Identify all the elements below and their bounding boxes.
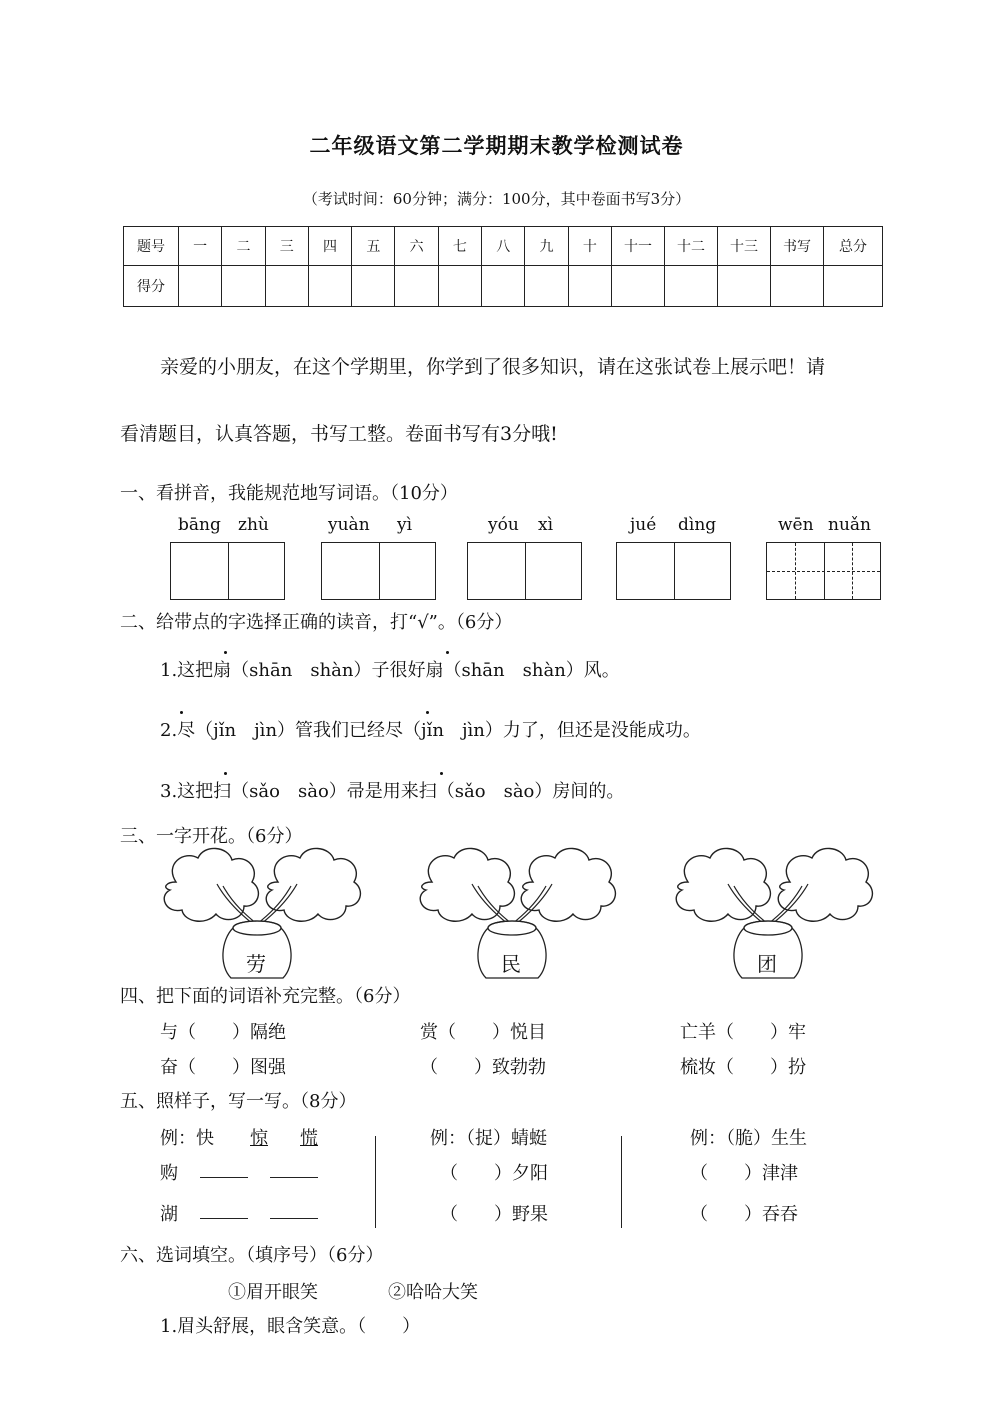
pinyin: bāng — [178, 515, 221, 535]
column-divider — [375, 1136, 376, 1228]
table-cell: 三 — [265, 227, 308, 266]
table-cell: 总分 — [824, 227, 883, 266]
fill-phrase[interactable]: （ ）津津 — [690, 1163, 798, 1184]
idiom-item[interactable]: 赏（ ）悦目 — [420, 1022, 546, 1043]
table-cell: 一 — [179, 227, 222, 266]
intro-line-2: 看清题目，认真答题，书写工整。卷面书写有3分哦! — [120, 423, 558, 445]
vase-character: 民 — [501, 952, 521, 976]
question-6-1[interactable]: 1.眉头舒展，眼含笑意。（ ） — [160, 1316, 421, 1337]
vase-character: 劳 — [246, 952, 266, 976]
pinyin: yuàn — [328, 515, 370, 535]
table-cell: 题号 — [124, 227, 179, 266]
idiom-item[interactable]: 奋（ ）图强 — [160, 1057, 286, 1078]
idiom-item[interactable]: 亡羊（ ）牢 — [680, 1022, 806, 1043]
vase-character: 团 — [757, 952, 777, 976]
pinyin: dìng — [678, 515, 717, 535]
option: ②哈哈大笑 — [388, 1282, 478, 1303]
table-cell: 六 — [395, 227, 438, 266]
pinyin: jué — [630, 515, 657, 535]
prompt-char: 购 — [160, 1163, 178, 1184]
section-1-heading: 一、看拼音，我能规范地写词语。（10分） — [120, 483, 458, 504]
example-label: 例：快 — [160, 1128, 214, 1149]
table-cell: 七 — [438, 227, 481, 266]
intro-line-1: 亲爱的小朋友，在这个学期里，你学到了很多知识，请在这张试卷上展示吧！请 — [160, 356, 826, 378]
table-cell: 五 — [352, 227, 395, 266]
pinyin: zhù — [238, 515, 269, 535]
section-6-heading: 六、选词填空。（填序号）（6分） — [120, 1245, 384, 1266]
example-phrase: 例：（脆）生生 — [690, 1128, 807, 1149]
idiom-item[interactable]: （ ）致勃勃 — [420, 1057, 546, 1078]
question-2-1: 1.这把扇（shān shàn）子很好扇（shān shàn）风。 — [160, 660, 620, 681]
table-cell: 九 — [525, 227, 568, 266]
table-cell: 八 — [482, 227, 525, 266]
idiom-item[interactable]: 与（ ）隔绝 — [160, 1022, 286, 1043]
section-4-heading: 四、把下面的词语补充完整。（6分） — [120, 986, 411, 1007]
section-3-heading: 三、一字开花。（6分） — [120, 826, 303, 847]
pinyin: wēn — [778, 515, 814, 535]
table-cell: 二 — [222, 227, 265, 266]
idiom-item[interactable]: 梳妆（ ）扮 — [680, 1057, 806, 1078]
example-word: 慌 — [300, 1128, 318, 1149]
exam-info: （考试时间：60分钟；满分：100分，其中卷面书写3分） — [302, 190, 691, 208]
answer-blank[interactable] — [200, 1200, 248, 1219]
example-phrase: 例：（捉）蜻蜓 — [430, 1128, 547, 1149]
fill-phrase[interactable]: （ ）吞吞 — [690, 1204, 798, 1225]
pinyin: nuǎn — [828, 515, 871, 535]
fill-phrase[interactable]: （ ）夕阳 — [440, 1163, 548, 1184]
pinyin: xì — [538, 515, 554, 535]
section-2-heading: 二、给带点的字选择正确的读音，打“√”。（6分） — [120, 612, 513, 633]
option: ①眉开眼笑 — [228, 1282, 318, 1303]
table-cell: 书写 — [771, 227, 824, 266]
example-word: 惊 — [250, 1128, 268, 1149]
fill-phrase[interactable]: （ ）野果 — [440, 1204, 548, 1225]
table-cell: 十 — [568, 227, 611, 266]
answer-blank[interactable] — [200, 1159, 248, 1178]
table-cell: 十一 — [612, 227, 665, 266]
question-2-3: 3.这把扫（sǎo sào）帚是用来扫（sǎo sào）房间的。 — [160, 781, 625, 802]
table-cell: 四 — [308, 227, 351, 266]
page-title: 二年级语文第二学期期末教学检测试卷 — [309, 134, 684, 158]
table-cell: 十三 — [718, 227, 771, 266]
column-divider — [621, 1136, 622, 1228]
table-cell: 十二 — [665, 227, 718, 266]
section-5-heading: 五、照样子，写一写。（8分） — [120, 1091, 357, 1112]
prompt-char: 湖 — [160, 1204, 178, 1225]
answer-blank[interactable] — [270, 1200, 318, 1219]
table-cell: 得分 — [124, 266, 179, 307]
pinyin: yì — [397, 515, 413, 535]
question-2-2: 2.尽（jǐn jìn）管我们已经尽（jǐn jìn）力了，但还是没能成功。 — [160, 720, 701, 741]
pinyin: yóu — [488, 515, 519, 535]
answer-blank[interactable] — [270, 1159, 318, 1178]
